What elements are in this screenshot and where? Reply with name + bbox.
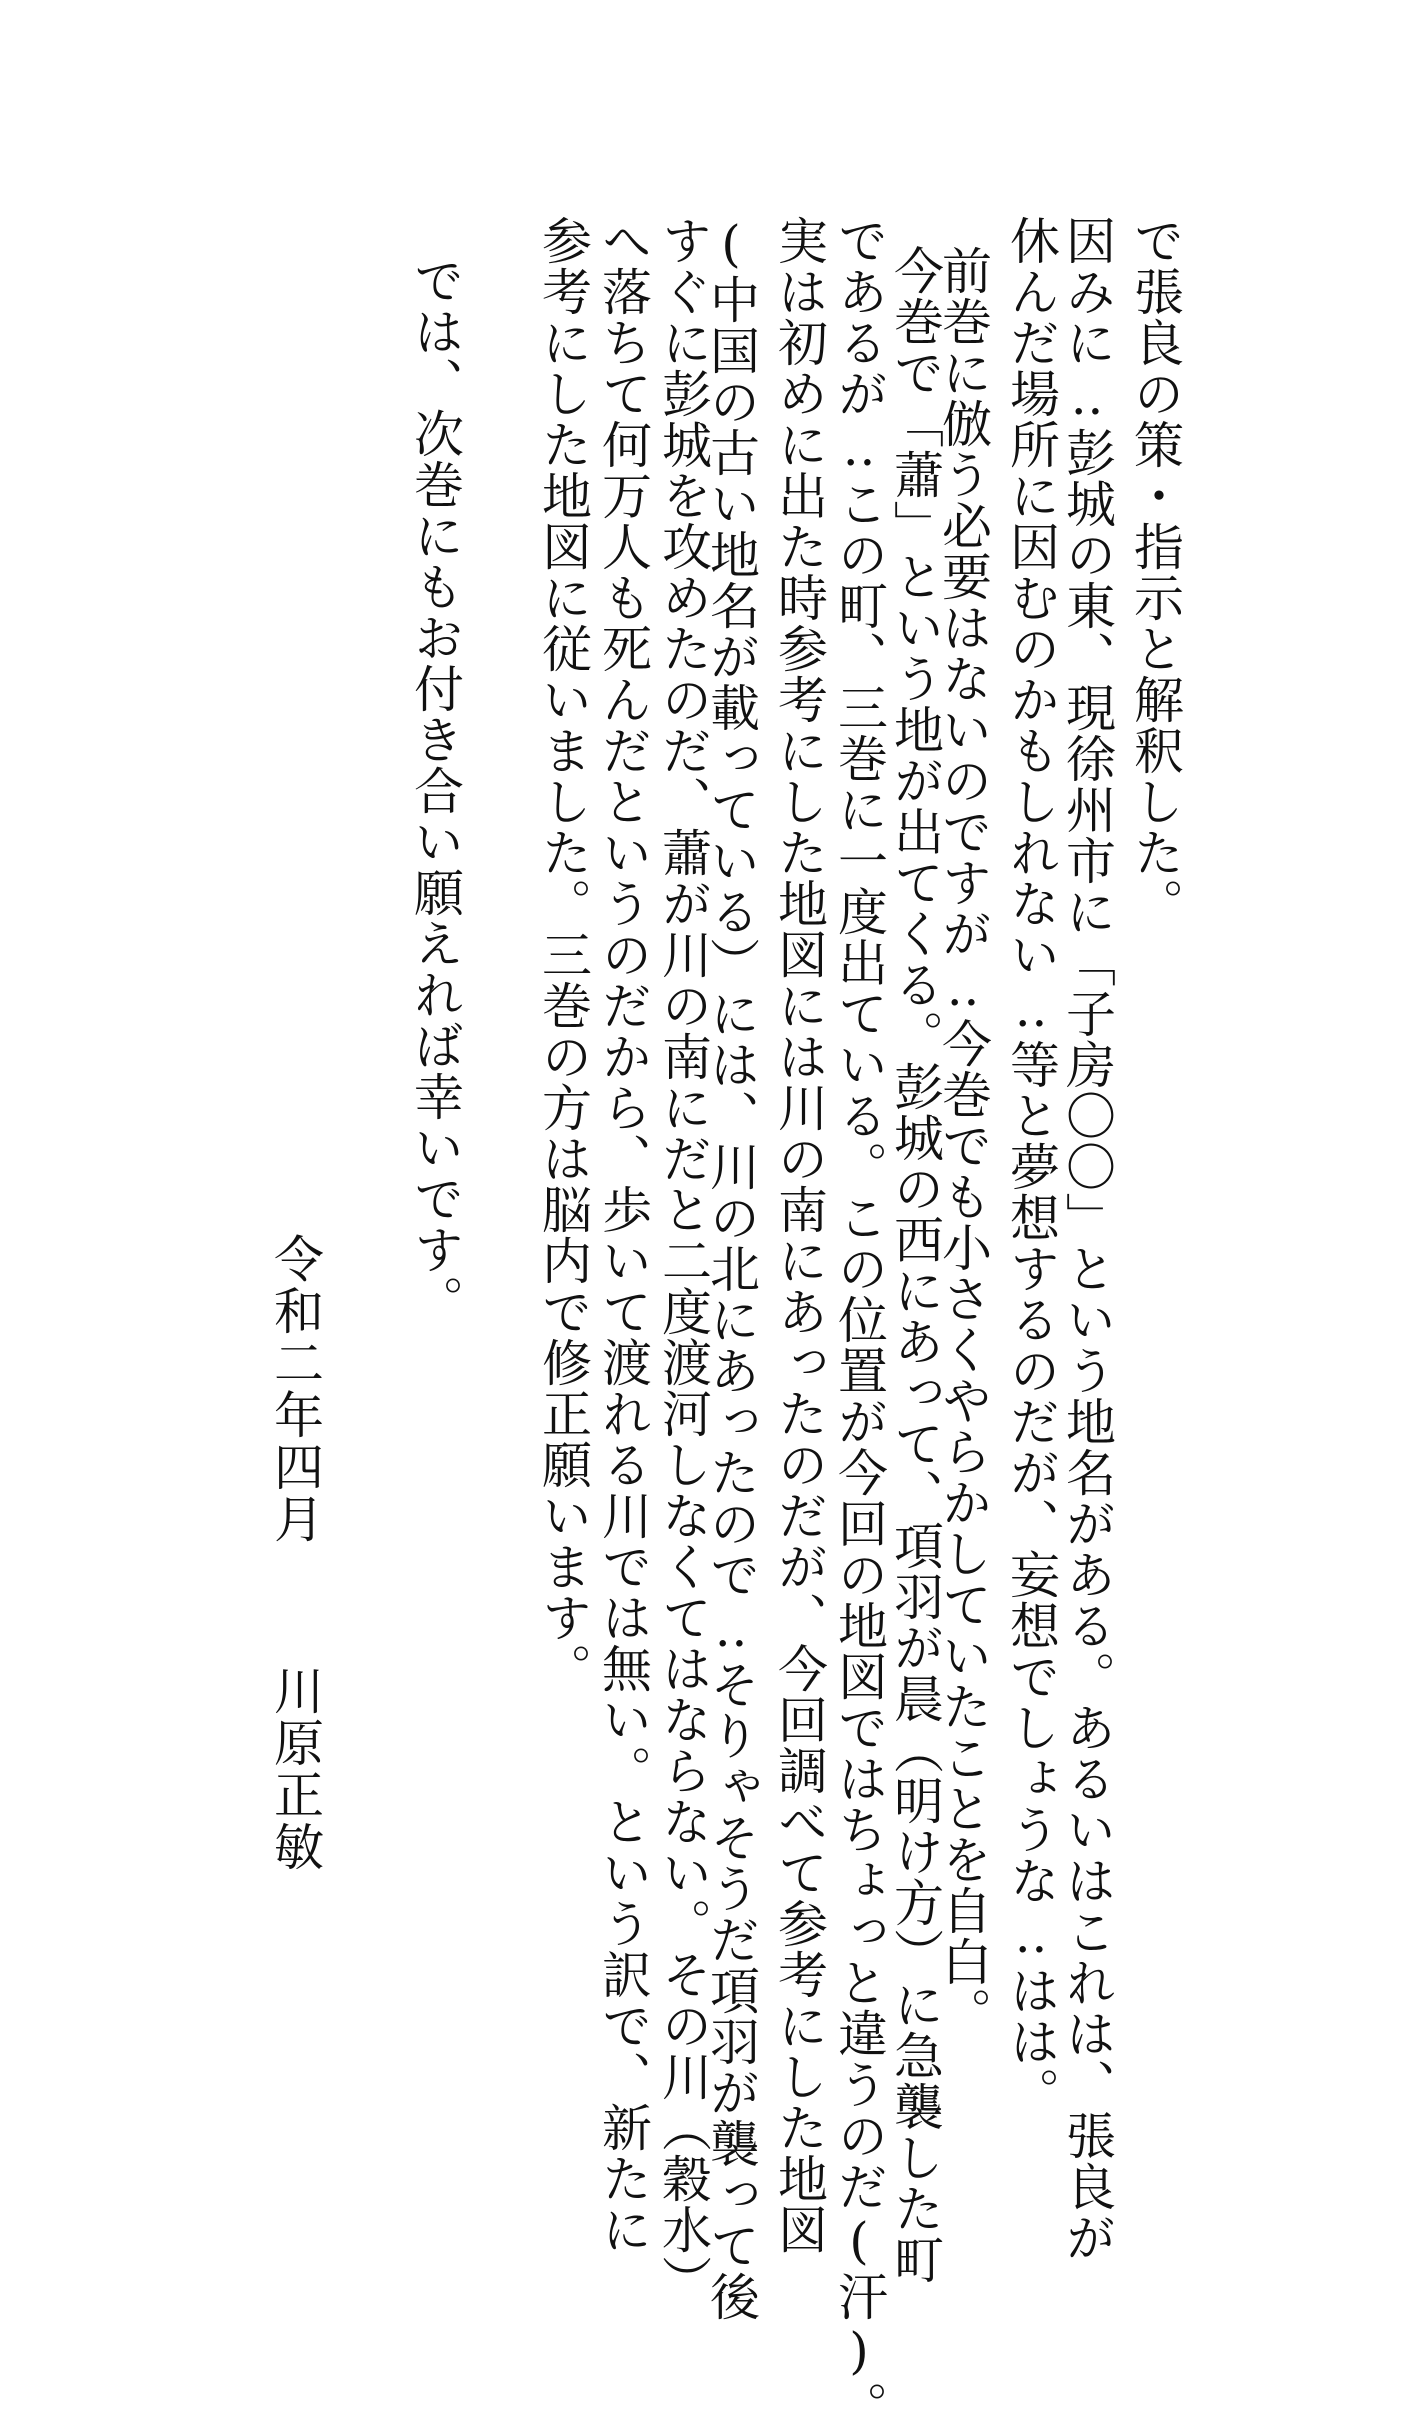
text-line-12: では、次巻にもお付き合い願えれば幸いです。	[406, 255, 464, 1326]
text-line-2: 因みに‥彭城の東、現徐州市に「子房〇〇」という地名がある。あるいはこれは、張良が	[1058, 215, 1116, 2263]
text-line-4: 前巻に倣う必要はないのですが‥今巻でも小さくやらかしていたことを自白。	[934, 245, 992, 2038]
text-line-1: で張良の策・指示と解釈した。	[1126, 215, 1184, 929]
text-line-7: 実は初めに出た時参考にした地図には川の南にあったのだが、今回調べて参考にした地図	[770, 215, 828, 2255]
text-line-3: 休んだ場所に因むのかもしれない‥等と夢想するのだが、妄想でしょうな‥はは。	[1002, 215, 1060, 2118]
text-line-8: (中国の古い地名が載っている）には、川の北にあったので‥そりゃそうだ項羽が襲って後	[702, 215, 760, 2322]
text-line-10: へ落ちて何万人も死んだというのだから、歩いて渡れる川では無い。という訳で、新たに	[594, 215, 652, 2255]
text-line-5: 今巻で「蕭」という地が出てくる。彭城の西にあって、項羽が晨（明け方）に急襲した町	[886, 245, 944, 2285]
author-name: 川原正敏	[266, 1665, 324, 1873]
date-line: 令和二年四月	[266, 1233, 324, 1545]
text-line-11: 参考にした地図に従いました。三巻の方は脳内で修正願います。	[534, 215, 592, 1694]
text-line-6: であるが‥この町、三巻に一度出ている。この位置が今回の地図ではちょっと違うのだ(汗)。	[830, 215, 888, 2432]
text-line-9: すぐに彭城を攻めたのだ、蕭が川の南にだと二度渡河しなくてはならない。その川（穀水）	[654, 215, 712, 2306]
